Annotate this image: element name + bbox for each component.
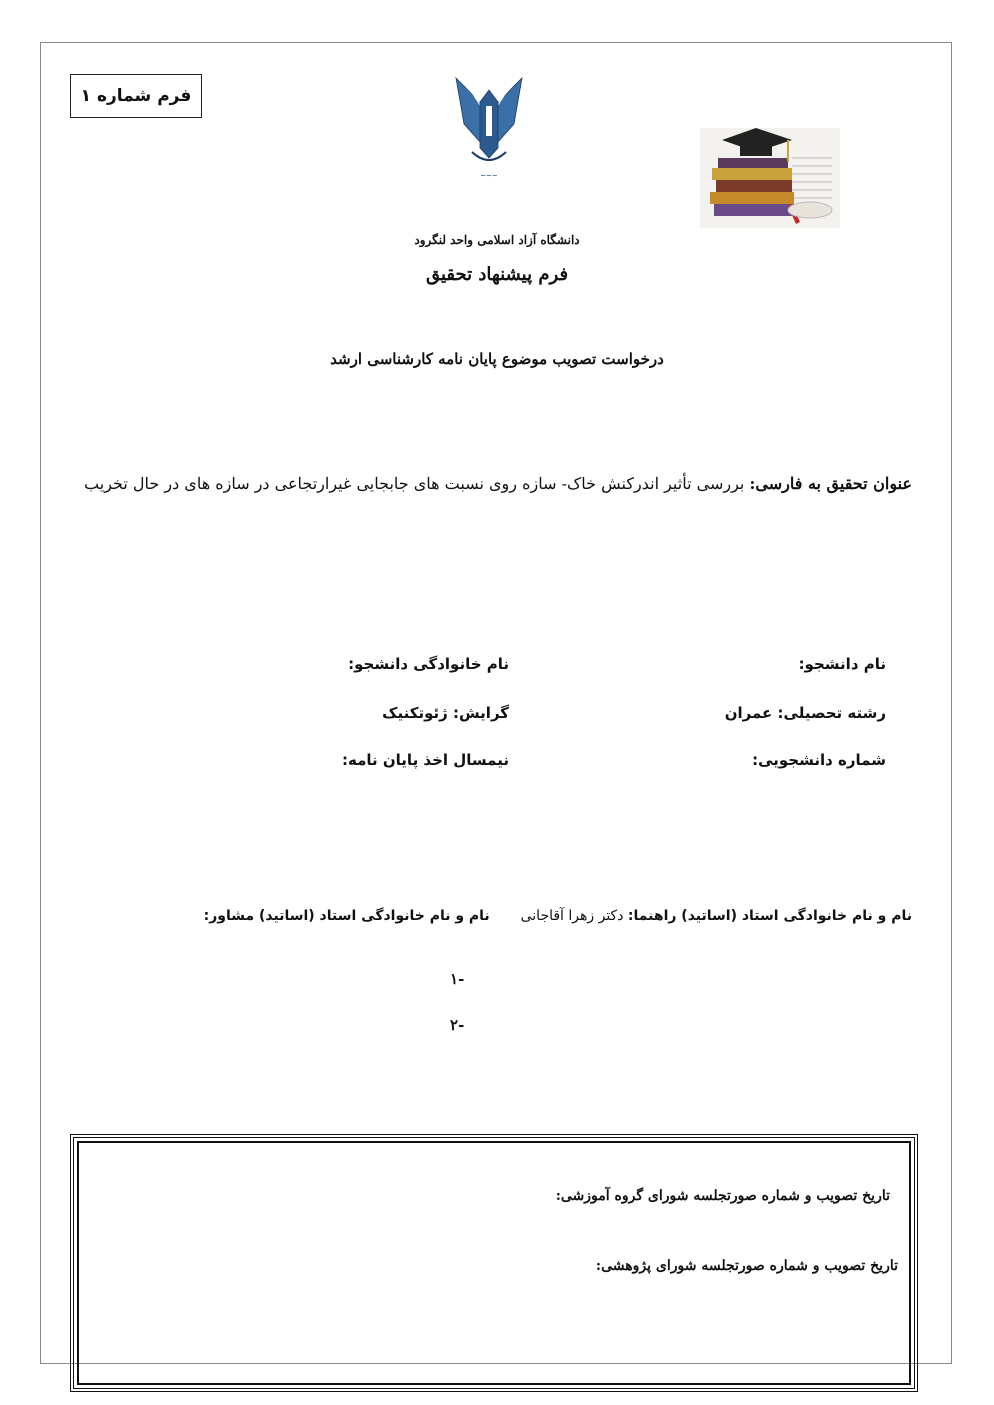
consultant-item-2: -۲: [450, 1016, 465, 1034]
request-title: درخواست تصویب موضوع پایان نامه کارشناسی ارشد: [330, 350, 664, 368]
form-number: فرم شماره ۱: [80, 86, 192, 106]
supervisor-value: دکتر زهرا آقاجانی: [520, 908, 624, 924]
field-of-study: رشته تحصیلی: عمران: [724, 704, 886, 722]
form-title: فرم پیشنهاد تحقیق: [425, 264, 569, 285]
advisors-line: [204, 908, 912, 924]
approval-line-research: تاریخ تصویب و شماره صورتجلسه شورای پژوهشی:: [595, 1258, 898, 1274]
approval-line-group: تاریخ تصویب و شماره صورتجلسه شورای گروه آموزشی:: [555, 1188, 890, 1204]
consultant-item-1: -۱: [450, 970, 465, 988]
svg-text:~~~: ~~~: [480, 172, 498, 180]
student-family-label: نام خانوادگی دانشجو:: [348, 655, 509, 673]
university-name: دانشگاه آزاد اسلامی واحد لنگرود: [414, 233, 580, 247]
semester-label: نیمسال اخذ پایان نامه:: [342, 751, 509, 769]
consultant-label: نام و نام خانوادگی استاد (اساتید) مشاور:: [203, 908, 490, 924]
research-title-block: [72, 465, 912, 503]
research-title-label: عنوان تحقیق به فارسی:: [749, 474, 912, 493]
form-number-box: [70, 74, 202, 118]
orientation: گرایش: ژئوتکنیک: [382, 704, 509, 722]
university-logo: [450, 72, 528, 184]
student-name-label: نام دانشجو:: [798, 655, 886, 673]
approval-box: [70, 1134, 918, 1392]
research-title-value: بررسی تأثیر اندرکنش خاک- سازه روی نسبت های جابجایی غیرارتجاعی در سازه های در حال تخریب: [84, 474, 745, 493]
student-id-label: شماره دانشجویی:: [752, 751, 886, 769]
graduation-books-image: [700, 118, 840, 228]
supervisor-label: نام و نام خانوادگی استاد (اساتید) راهنما:: [627, 908, 912, 924]
